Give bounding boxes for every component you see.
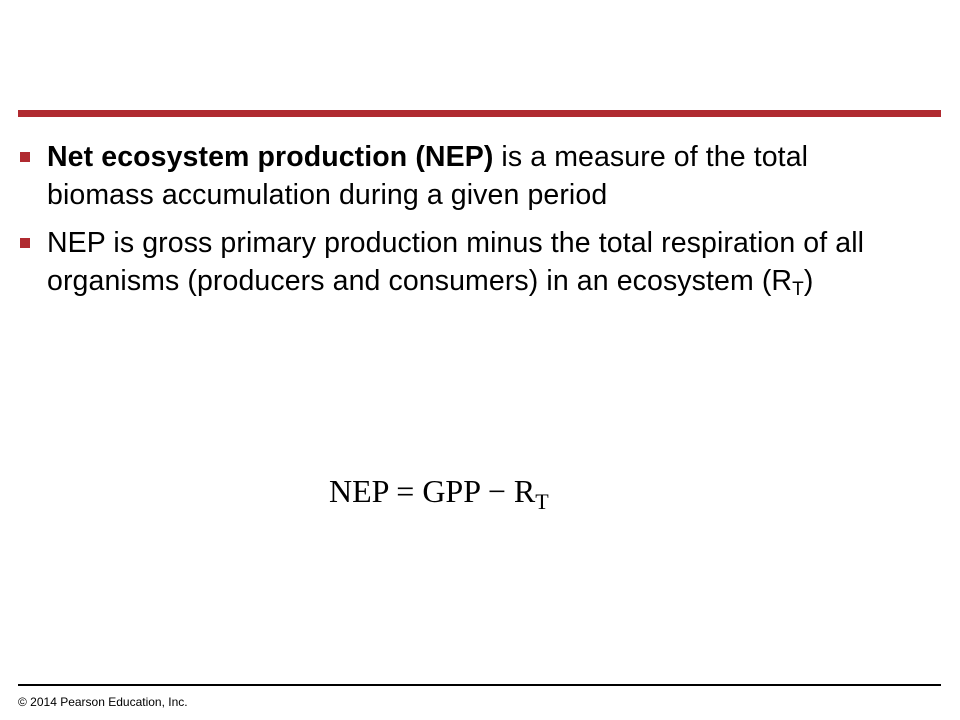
bullet-item-nep-definition: [18, 138, 878, 214]
bullet-text-closing: ): [803, 265, 814, 297]
bullet-subscript: T: [792, 279, 804, 300]
square-bullet-icon: [20, 152, 30, 162]
copyright-footer: © 2014 Pearson Education, Inc.: [18, 695, 188, 709]
bullet-bold-term: Net ecosystem production (NEP): [47, 141, 494, 173]
bullet-text: is a measure of the total biomass accumulation during a given period: [47, 141, 809, 211]
equation-subscript: T: [535, 489, 549, 514]
bullet-list: [18, 138, 878, 310]
footer-divider-rule: [18, 684, 941, 686]
equation-main: NEP = GPP − R: [329, 473, 536, 509]
square-bullet-icon: [20, 238, 30, 248]
bullet-text: NEP is gross primary production minus the total respiration of all organisms (producers and consumers) in an ecosystem (R: [47, 227, 865, 297]
title-divider-rule: [18, 110, 941, 117]
nep-equation: [329, 472, 549, 514]
bullet-item-nep-formula-explanation: [18, 224, 878, 300]
